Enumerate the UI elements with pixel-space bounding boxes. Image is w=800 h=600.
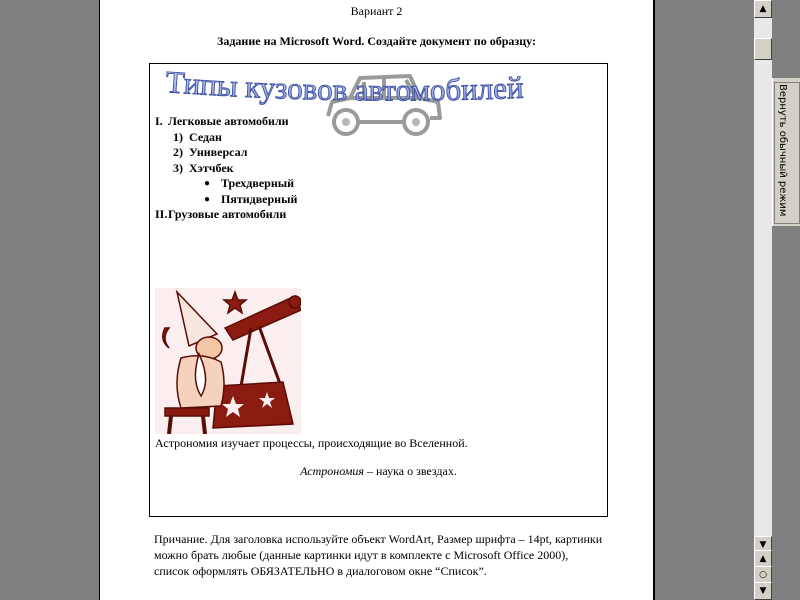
note-paragraph: Причание. Для заголовка используйте объект WordArt, Размер шрифта – 14pt, картинки можно брать любые (данные картинки идут в комплекте с Microsoft Office 2000), список оформлять ОБЯЗАТЕЛЬНО в диалоговом окне “Список”. — [154, 532, 603, 578]
next-page-button[interactable] — [754, 582, 772, 600]
astronomer-clipart — [155, 288, 301, 434]
wordart-text: Типы кузовов автомобилей — [164, 64, 525, 108]
vertical-scrollbar-track[interactable] — [754, 18, 772, 536]
arrow-up-icon: ▲ — [759, 4, 767, 14]
arrow-down-icon: ▼ — [759, 540, 767, 550]
variant-heading: Вариант 2 — [350, 4, 403, 18]
bullet-icon: ● — [204, 178, 211, 189]
double-arrow-down-icon: ▼ — [759, 586, 767, 596]
astronomy-line: Астрономия изучает процессы, происходящие во Вселенной. — [155, 436, 468, 450]
sample-frame: Типы кузовов автомобилей I. Легковые автомобили 1) Седан 2) Универсал 3) Хэтчбек ● Трехдверный ● Пятидверный II. Грузовые автомобили Астрономия изучает процессы, происходящие во Вселенной. Астрономия – наука о звездах. — [149, 63, 608, 517]
restore-normal-view-label: Вернуть обычный режим — [777, 84, 788, 217]
definition-term: Астрономия — [300, 464, 364, 478]
task-heading: Задание на Microsoft Word. Создайте документ по образцу: — [217, 34, 536, 48]
svg-text:Типы кузовов автомобилей — [165, 64, 525, 107]
scroll-up-button[interactable] — [754, 0, 772, 18]
document-page[interactable] — [99, 0, 655, 600]
double-arrow-up-icon: ▲ — [759, 554, 767, 564]
scrollbar-thumb[interactable] — [754, 38, 772, 60]
definition-line — [150, 464, 607, 479]
circle-icon: ○ — [759, 570, 767, 580]
restore-normal-view-button[interactable] — [772, 78, 800, 226]
definition-text: – наука о звездах. — [363, 464, 457, 478]
bullet-icon: ● — [204, 193, 211, 205]
